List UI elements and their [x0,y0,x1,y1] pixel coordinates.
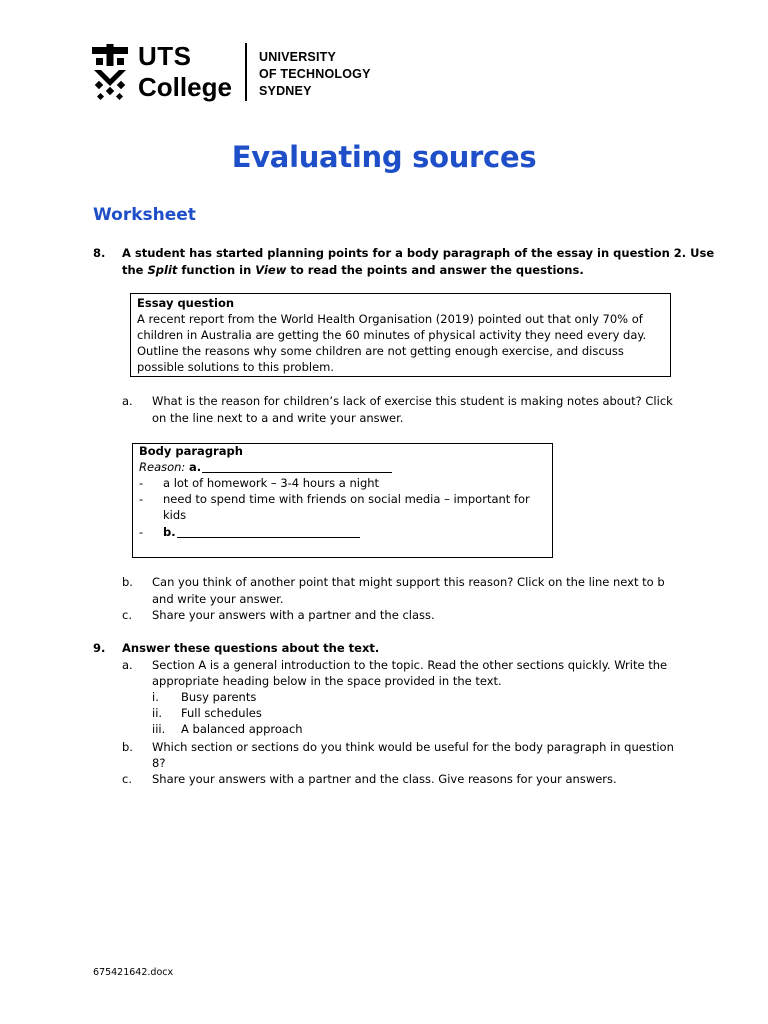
essay-line-3: Outline the reasons why some children are not getting enough exercise, and discuss [137,344,624,358]
section-heading: Worksheet [93,205,196,225]
q9a-line1: Section A is a general introduction to the topic. Read the other sections quickly. Write the [152,658,668,672]
bullet-2: need to spend time with friends on social media – important for [163,492,530,506]
university-line-2: OF TECHNOLOGY [259,67,371,81]
page-title: Evaluating sources [231,140,537,174]
body-box-heading: Body paragraph [139,444,243,458]
q9c-label: c. [122,772,132,786]
q9c-line1: Share your answers with a partner and the class. Give reasons for your answers. [152,772,617,786]
q8-text-line1: A student has started planning points for a body paragraph of the essay in question 2. Use [122,246,715,260]
b-letter: b. [163,525,176,539]
footer-filename: 675421642.docx [93,967,174,978]
bullet-2-continued: kids [163,508,187,522]
logo-text-uts: UTS [138,41,192,71]
reason-label: Reason: [139,460,186,474]
bullet-dash-2: - [139,492,144,506]
essay-box-heading: Essay question [137,296,235,310]
logo-text-college: College [138,72,232,102]
q9b-label: b. [122,740,133,754]
option-num-3: iii. [152,722,166,736]
q8a-line1: What is the reason for children’s lack of exercise this student is making notes about? Click [152,394,673,408]
q8b-line1: Can you think of another point that might support this reason? Click on the line next to b [152,575,665,589]
q8a-line2: on the line next to a and write your answer. [152,411,404,425]
university-line-3: SYDNEY [259,84,312,98]
q9-number: 9. [93,641,106,655]
essay-line-1: A recent report from the World Health Organisation (2019) pointed out that only 70% of [137,312,643,326]
option-text-1: Busy parents [181,690,257,704]
q9a-line2: appropriate heading below in the space provided in the text. [152,674,502,688]
option-num-2: ii. [152,706,163,720]
b-answer-line[interactable] [177,526,360,538]
q9b-line1: Which section or sections do you think would be useful for the body paragraph in question [152,740,674,754]
option-text-3: A balanced approach [181,722,303,736]
q8c-line1: Share your answers with a partner and the class. [152,608,435,622]
logo-divider [245,43,247,101]
essay-line-4: possible solutions to this problem. [137,360,335,374]
bullet-dash-1: - [139,476,144,490]
option-num-1: i. [152,690,159,704]
reason-row [139,459,201,476]
q8b-line2: and write your answer. [152,592,284,606]
q9a-label: a. [122,658,133,672]
essay-line-2: children in Australia are getting the 60 minutes of physical activity they need every day. [137,328,647,342]
q8-text-line2: the Split function in View to read the points and answer the questions. [122,263,584,277]
option-text-2: Full schedules [181,706,262,720]
q9b-line2: 8? [152,756,166,770]
q8b-label: b. [122,575,133,589]
bullet-1: a lot of homework – 3-4 hours a night [163,476,380,490]
q9-text: Answer these questions about the text. [122,641,380,655]
q8-number: 8. [93,246,106,260]
bullet-dash-3: - [139,525,144,539]
q8a-label: a. [122,394,133,408]
reason-letter: a. [188,460,202,474]
q8c-label: c. [122,608,132,622]
university-line-1: UNIVERSITY [259,50,337,64]
reason-answer-line[interactable] [202,461,392,473]
uts-logo-icon [92,44,128,102]
